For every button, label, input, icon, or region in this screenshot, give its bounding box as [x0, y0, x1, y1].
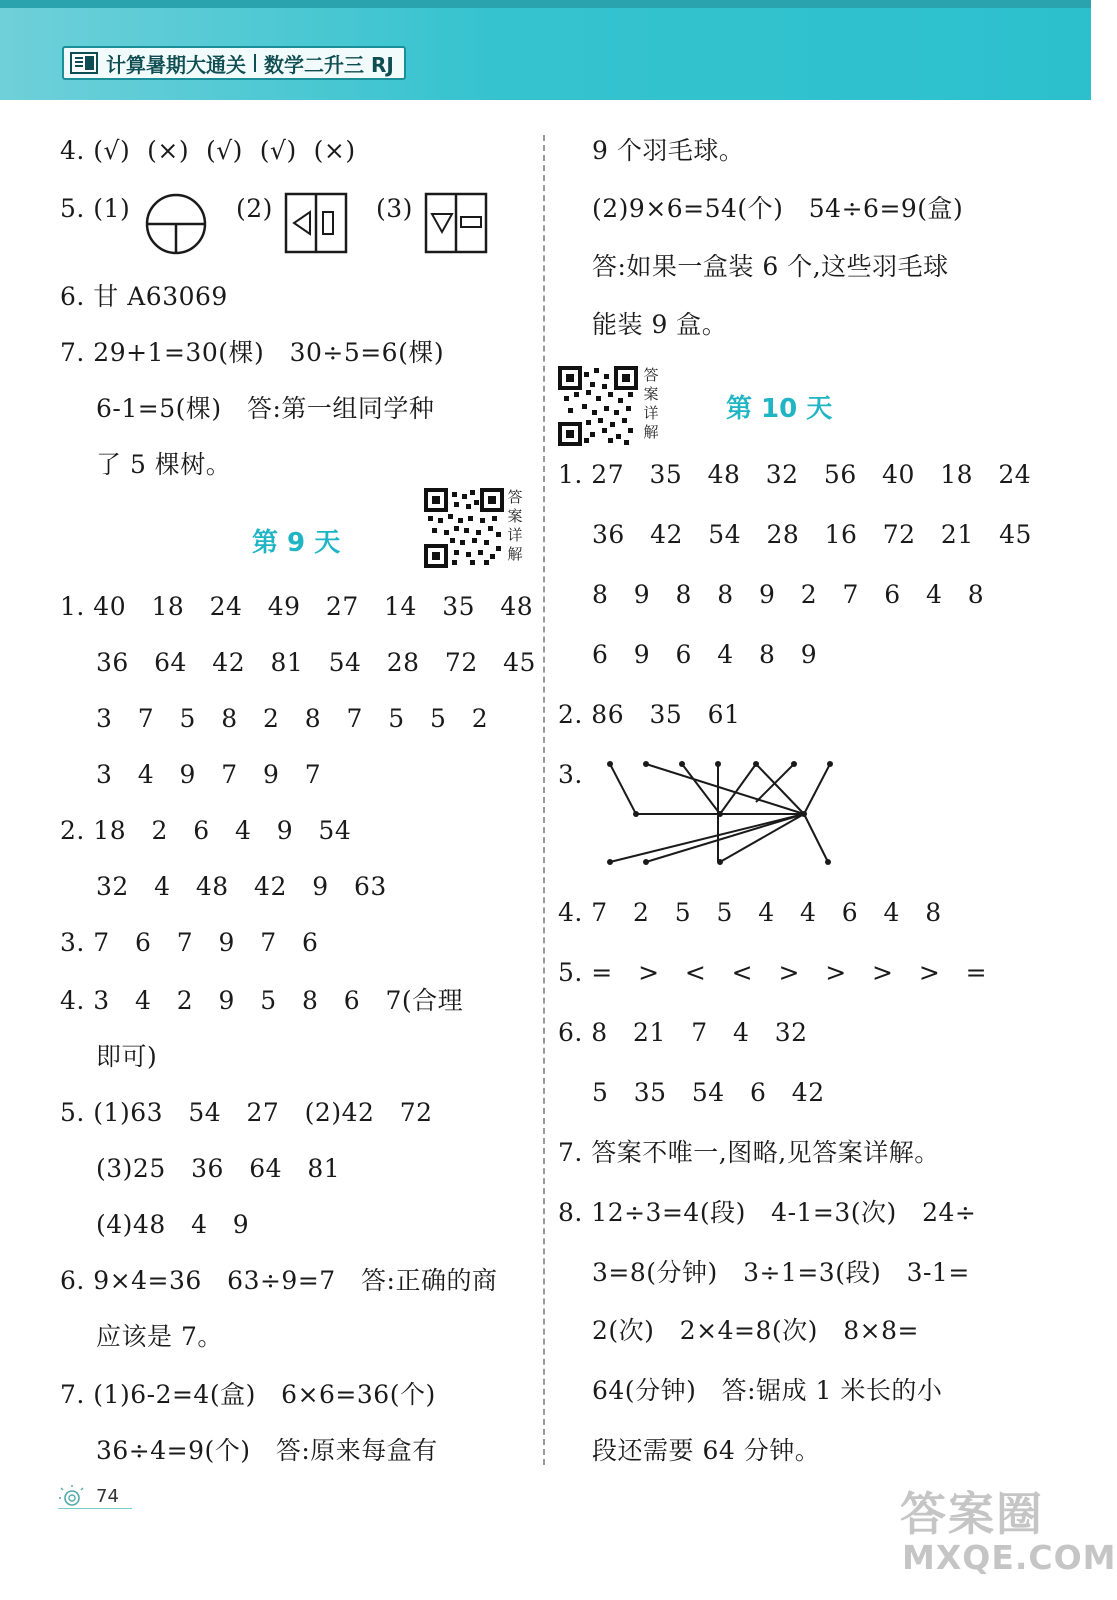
qr-label-day-9: 答 案 详 解 [507, 488, 523, 563]
circle-figure [144, 192, 208, 256]
answer-7-line-2: 6-1=5(棵) 答:第一组同学种 [96, 394, 435, 423]
day9-answer-3: 3. 7 6 7 9 7 6 [60, 928, 319, 957]
day10-answer-8-line-2: 3=8(分钟) 3÷1=3(段) 3-1= [592, 1258, 970, 1287]
day-10-title: 第 10 天 [726, 394, 833, 424]
page-number: 74 [96, 1486, 119, 1507]
day10-answer-1-line-2: 36 42 54 28 16 72 21 45 [592, 520, 1032, 549]
answer-7-line-1: 7. 29+1=30(棵) 30÷5=6(棵) [60, 338, 445, 367]
day9-answer-6-line-2: 应该是 7。 [96, 1322, 223, 1351]
day9-answer-1-line-4: 3 4 9 7 9 7 [96, 760, 322, 789]
watermark [900, 1478, 1117, 1588]
answer-7-line-3: 了 5 棵树。 [96, 450, 232, 479]
answer-4-judgement: 4. (√) (×) (√) (√) (×) [60, 136, 356, 165]
day10-answer-8-line-5: 段还需要 64 分钟。 [592, 1436, 821, 1465]
day9-answer-5-line-2: (3)25 36 64 81 [96, 1154, 341, 1183]
day9-answer-4-line-2: 即可) [96, 1042, 158, 1071]
day9-answer-5-line-1: 5. (1)63 54 27 (2)42 72 [60, 1098, 433, 1127]
watermark-top: 答案圈 [900, 1487, 1044, 1541]
sun-swirl-icon [58, 1484, 92, 1510]
day-9-title: 第 9 天 [252, 528, 341, 558]
right-line-3: 答:如果一盒装 6 个,这些羽毛球 [592, 252, 949, 281]
header-strip [0, 0, 1091, 8]
book-icon [70, 52, 98, 74]
day10-answer-6-line-1: 6. 8 21 7 4 32 [558, 1018, 808, 1047]
matching-lines-diagram [600, 756, 840, 872]
right-line-1: 9 个羽毛球。 [592, 136, 745, 165]
answer-5-label-2: (2) [236, 194, 273, 223]
day9-answer-2-line-2: 32 4 48 42 9 63 [96, 872, 387, 901]
subject-title: 数学二升三 RJ [264, 52, 394, 77]
day10-answer-1-line-4: 6 9 6 4 8 9 [592, 640, 818, 669]
day9-answer-7-line-1: 7. (1)6-2=4(盒) 6×6=36(个) [60, 1380, 436, 1409]
day10-answer-6-line-2: 5 35 54 6 42 [592, 1078, 825, 1107]
day10-answer-3-label: 3. [558, 760, 583, 789]
qr-code-day-10[interactable] [558, 366, 638, 446]
answer-5-label-1: 5. (1) [60, 194, 131, 223]
qr-code-day-9[interactable] [424, 488, 504, 568]
rectangle-figure-1 [284, 192, 348, 254]
day10-answer-8-line-1: 8. 12÷3=4(段) 4-1=3(次) 24÷ [558, 1198, 977, 1227]
page-number-underline [58, 1508, 132, 1509]
day9-answer-5-line-3: (4)48 4 9 [96, 1210, 250, 1239]
day9-answer-7-line-2: 36÷4=9(个) 答:原来每盒有 [96, 1436, 438, 1465]
right-line-4: 能装 9 盒。 [592, 310, 728, 339]
day10-answer-1-line-3: 8 9 8 8 9 2 7 6 4 8 [592, 580, 985, 609]
day10-answer-1-line-1: 1. 27 35 48 32 56 40 18 24 [558, 460, 1032, 489]
day10-answer-5: 5. = > < < > > > > = [558, 958, 988, 987]
answer-6: 6. 甘 A63069 [60, 282, 228, 311]
day10-answer-2: 2. 86 35 61 [558, 700, 741, 729]
day10-answer-8-line-3: 2(次) 2×4=8(次) 8×8= [592, 1316, 919, 1345]
series-title: 计算暑期大通关 [106, 52, 246, 77]
day10-answer-7: 7. 答案不唯一,图略,见答案详解。 [558, 1138, 940, 1167]
qr-label-day-10: 答 案 详 解 [643, 366, 659, 441]
answer-5-label-3: (3) [376, 194, 413, 223]
day9-answer-1-line-3: 3 7 5 8 2 8 7 5 5 2 [96, 704, 489, 733]
day10-answer-4: 4. 7 2 5 5 4 4 6 4 8 [558, 898, 942, 927]
day10-answer-8-line-4: 64(分钟) 答:锯成 1 米长的小 [592, 1376, 943, 1405]
rectangle-figure-2 [424, 192, 488, 254]
column-divider [543, 135, 545, 1465]
day9-answer-1-line-1: 1. 40 18 24 49 27 14 35 48 [60, 592, 534, 621]
series-badge [62, 46, 406, 80]
day9-answer-6-line-1: 6. 9×4=36 63÷9=7 答:正确的商 [60, 1266, 498, 1295]
day9-answer-2-line-1: 2. 18 2 6 4 9 54 [60, 816, 352, 845]
day9-answer-4-line-1: 4. 3 4 2 9 5 8 6 7(合理 [60, 986, 464, 1015]
header-separator [254, 54, 256, 72]
right-line-2: (2)9×6=54(个) 54÷6=9(盒) [592, 194, 964, 223]
day9-answer-1-line-2: 36 64 42 81 54 28 72 45 [96, 648, 536, 677]
watermark-bottom: MXQE.COM [902, 1538, 1117, 1577]
